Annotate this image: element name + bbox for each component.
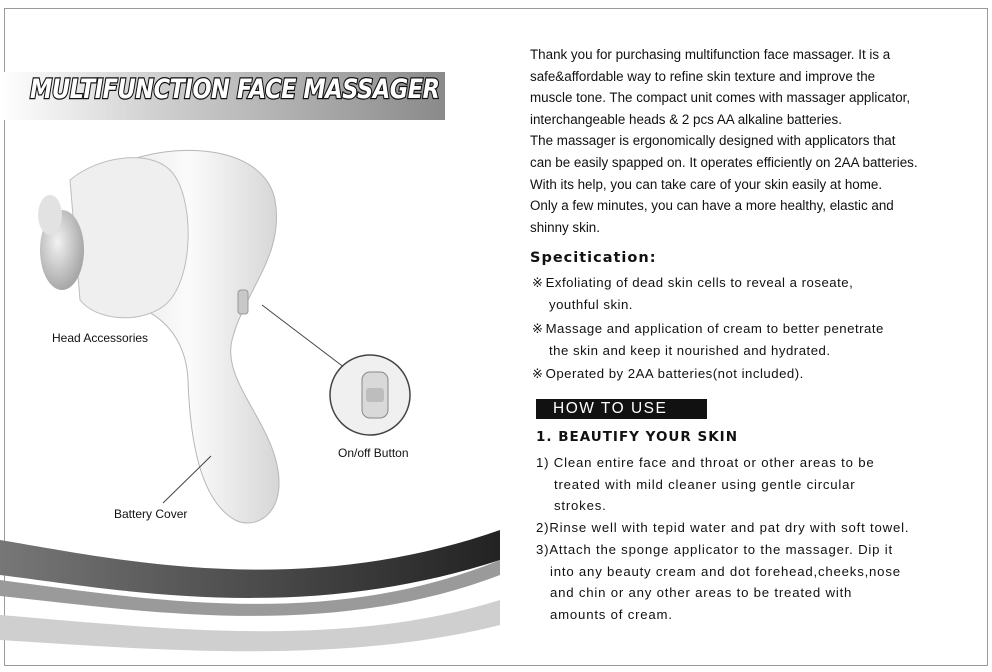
intro-line: Thank you for purchasing multifunction face massager. It is a — [530, 47, 891, 62]
head-tip — [38, 195, 62, 235]
power-switch — [238, 290, 248, 314]
intro-line: shinny skin. — [530, 219, 600, 235]
specification-heading: Specitication: — [530, 250, 657, 266]
spec-item: ※ Massage and application of cream to better penetrate the skin and keep it nourished and hydrated. — [532, 321, 884, 358]
step-item: 1) Clean entire face and throat or other areas to be treated with mild cleaner using gentle circular strokes. — [536, 455, 875, 514]
page-title: MULTIFUNCTION FACE MASSAGER — [30, 74, 440, 105]
intro-paragraph — [530, 44, 970, 238]
intro-line: With its help, you can take care of your skin easily at home. — [530, 176, 883, 192]
intro-line: Only a few minutes, you can have a more healthy, elastic and — [530, 198, 894, 214]
zoom-switch-slider — [366, 388, 384, 402]
how-to-use-heading: HOW TO USE — [536, 399, 707, 419]
head-accessories-label: Head Accessories — [52, 331, 149, 345]
intro-line: safe&affordable way to refine skin texture and improve the — [530, 68, 876, 84]
spec-item: ※ Operated by 2AA batteries(not included). — [532, 366, 804, 381]
intro-line: muscle tone. The compact unit comes with massager applicator, — [530, 90, 911, 106]
step-item: 3)Attach the sponge applicator to the massager. Dip it into any beauty cream and dot forehead,cheeks,nose and chin or any other areas to be treated with amounts of cream. — [536, 542, 901, 622]
intro-line: interchangeable heads & 2 pcs AA alkaline batteries. — [530, 111, 842, 127]
section-title: 1. BEAUTIFY YOUR SKIN — [536, 429, 738, 445]
reference-mark-icon: ※ — [532, 275, 544, 290]
intro-line: can be easily spapped on. It operates efficiently on 2AA batteries. — [530, 154, 918, 170]
massager-head — [70, 158, 188, 318]
spec-item: ※ Exfoliating of dead skin cells to reveal a roseate, youthful skin. — [532, 275, 854, 312]
on-off-button-label: On/off Button — [338, 446, 409, 460]
step-item: 2)Rinse well with tepid water and pat dry with soft towel. — [536, 520, 910, 535]
intro-line: The massager is ergonomically designed with applicators that — [530, 133, 896, 149]
callout-line-button — [262, 305, 345, 368]
reference-mark-icon: ※ — [532, 321, 544, 336]
battery-cover-label: Battery Cover — [114, 507, 188, 521]
reference-mark-icon: ※ — [532, 366, 544, 381]
